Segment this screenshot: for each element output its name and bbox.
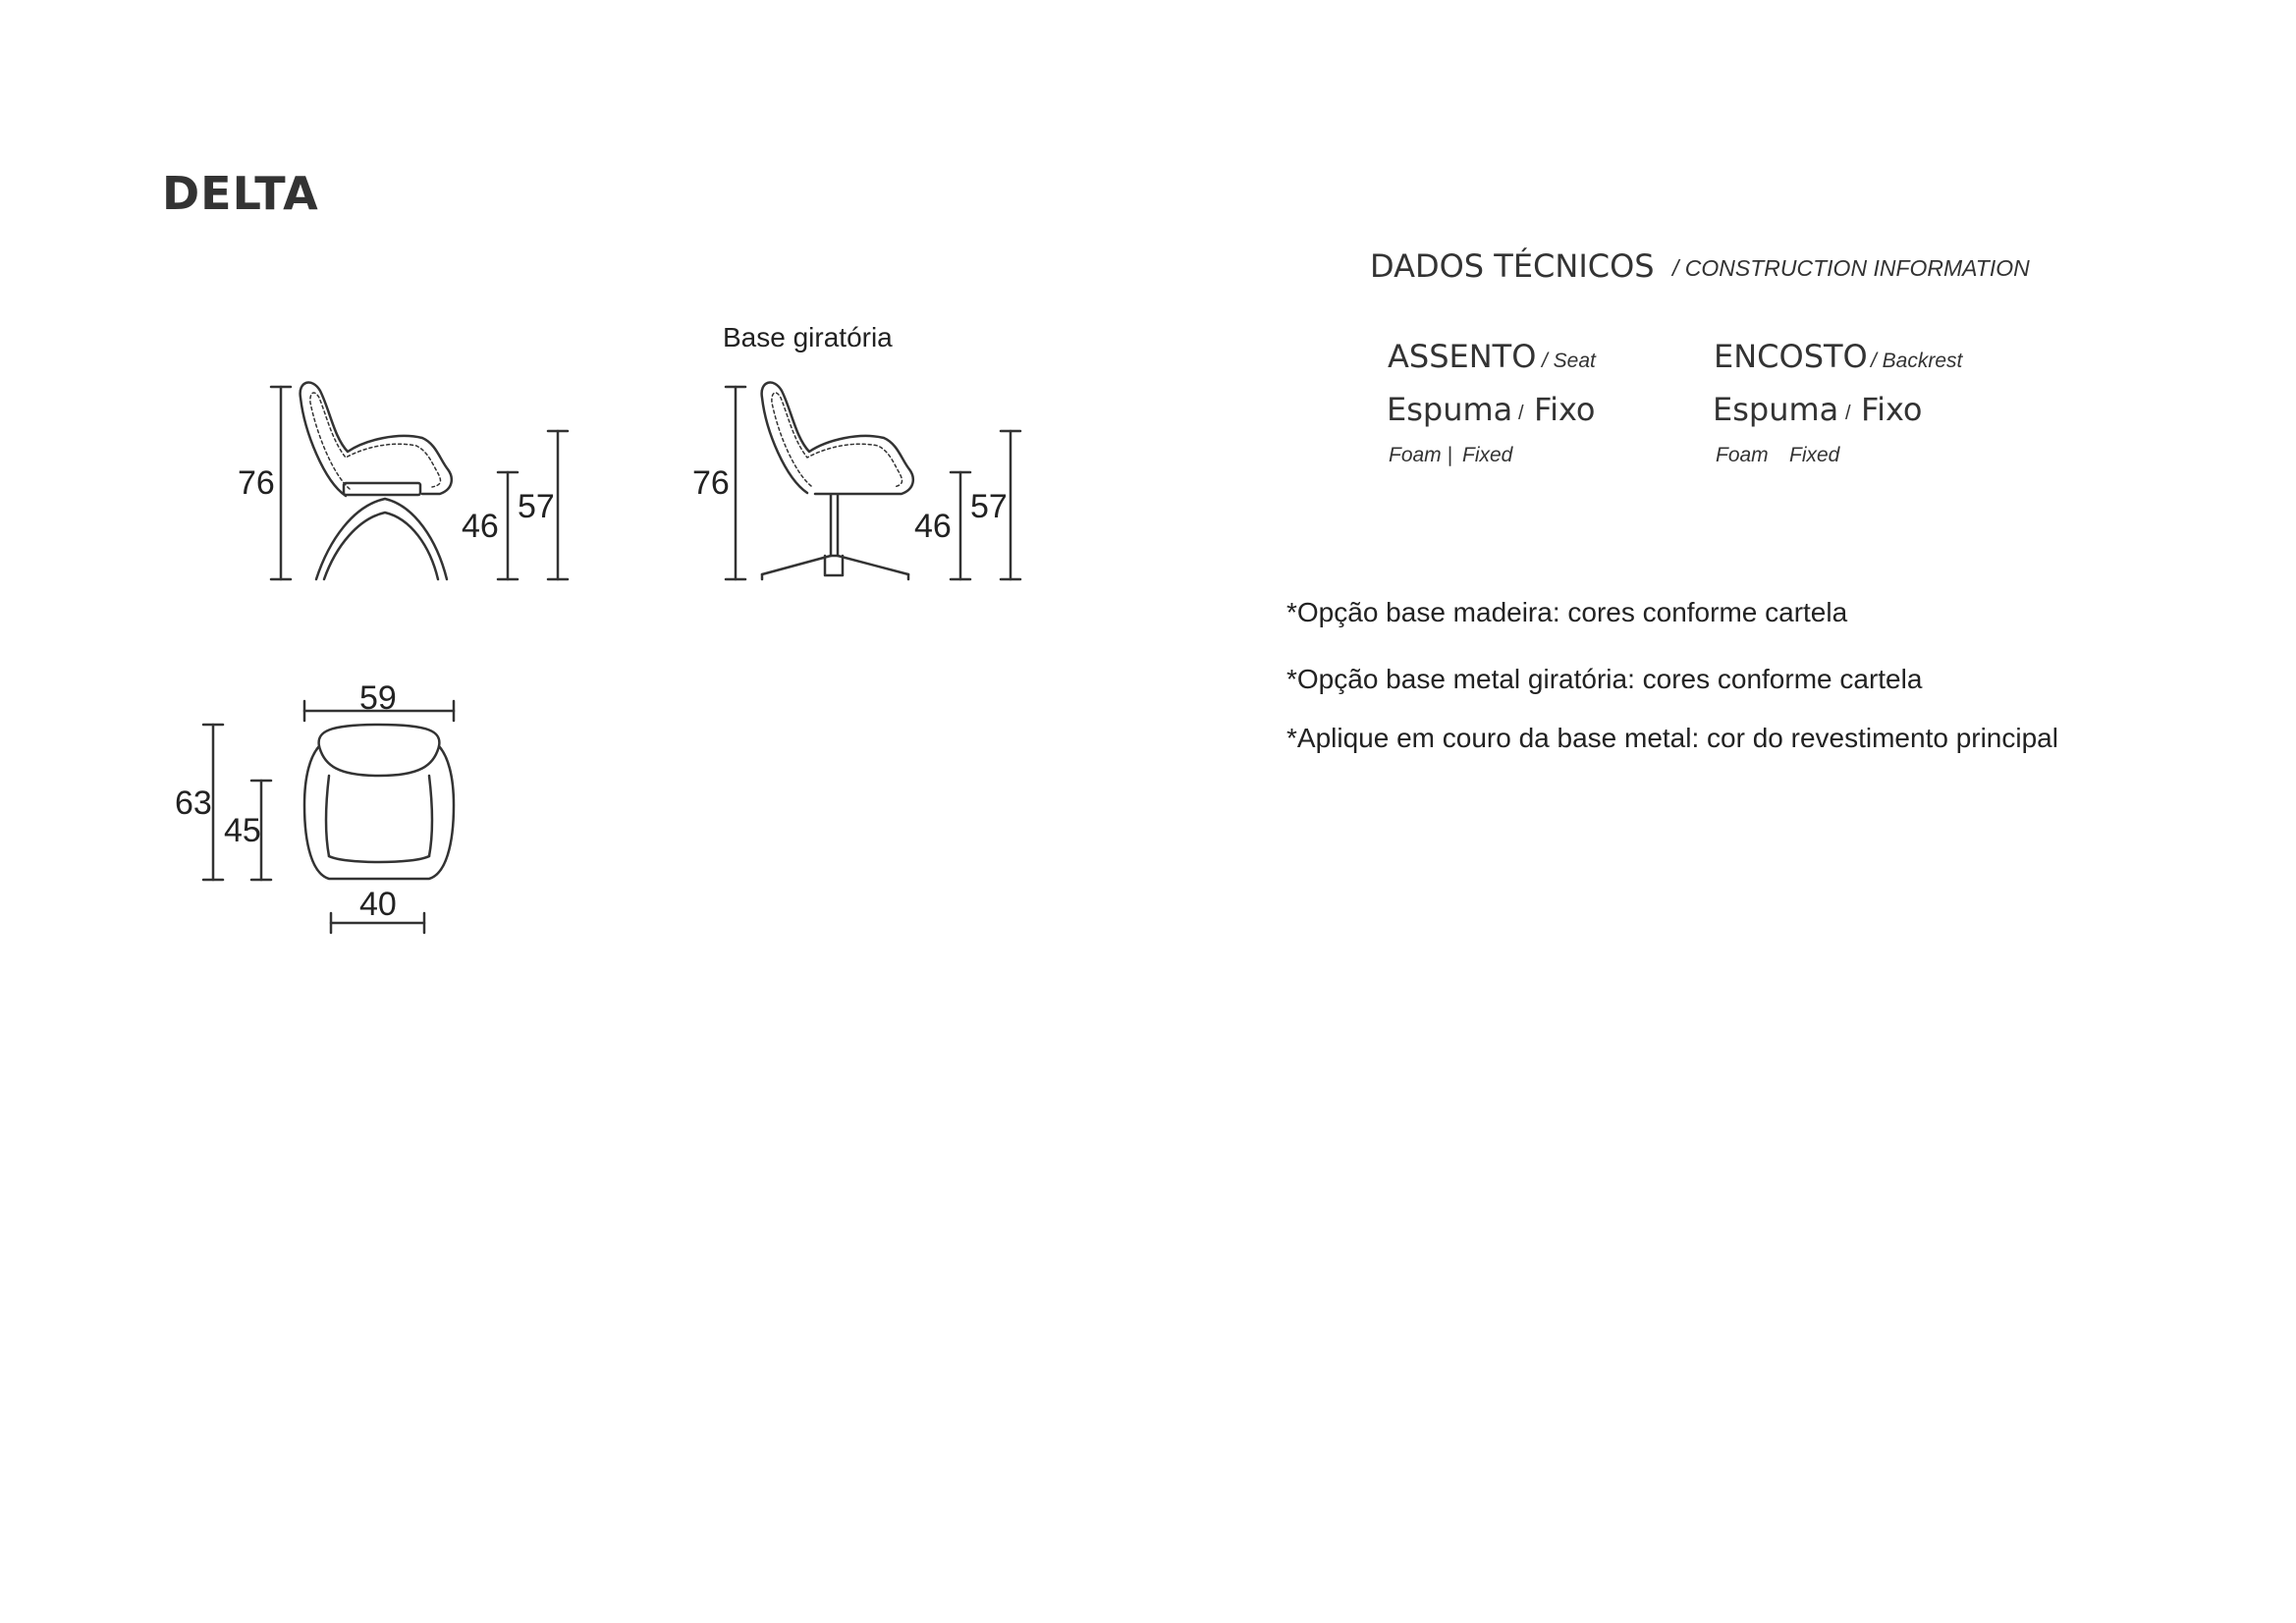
note-leather-applique: *Aplique em couro da base metal: cor do revestimento principal xyxy=(1286,723,2058,753)
backrest-fixing-en: Fixed xyxy=(1789,444,1840,466)
seat-material-en: Foam | xyxy=(1389,444,1452,466)
specs-title: DADOS TÉCNICOS xyxy=(1370,247,1655,285)
backrest-separator: / xyxy=(1845,403,1851,424)
dim-label-57: 57 xyxy=(518,488,555,525)
product-title: DELTA xyxy=(162,167,319,220)
dim-label-63: 63 xyxy=(175,784,212,822)
dim-label-46: 46 xyxy=(914,508,952,545)
swivel-base-label: Base giratória xyxy=(723,322,893,352)
chair-shell xyxy=(301,383,452,496)
backrest-material-en: Foam xyxy=(1716,444,1769,466)
side-view-swivel-base xyxy=(726,383,1020,579)
backrest-fixing: Fixo xyxy=(1861,391,1923,428)
seat-heading-en: / Seat xyxy=(1542,350,1596,372)
backrest-heading-en: / Backrest xyxy=(1871,350,1963,372)
backrest-material: Espuma xyxy=(1713,391,1839,428)
dim-label-40: 40 xyxy=(359,886,397,923)
dim-label-76: 76 xyxy=(238,464,275,502)
swivel-star-base xyxy=(762,556,908,575)
seat-material: Espuma xyxy=(1387,391,1513,428)
dim-label-59: 59 xyxy=(359,679,397,717)
seat-fixing: Fixo xyxy=(1534,391,1596,428)
seat-fixing-en: Fixed xyxy=(1462,444,1513,466)
note-wood-base: *Opção base madeira: cores conforme cartela xyxy=(1286,597,1848,627)
dim-label-45: 45 xyxy=(224,812,261,849)
chair-shell xyxy=(762,383,913,494)
dim-label-57: 57 xyxy=(970,488,1008,525)
seat-heading: ASSENTO xyxy=(1388,338,1537,375)
specs-subtitle: / CONSTRUCTION INFORMATION xyxy=(1672,255,2030,281)
seat-separator: / xyxy=(1518,403,1524,424)
dim-label-46: 46 xyxy=(462,508,499,545)
seat-cushion xyxy=(344,483,420,495)
side-view-wood-base xyxy=(271,383,568,579)
note-metal-swivel-base: *Opção base metal giratória: cores conforme cartela xyxy=(1286,664,1923,694)
dim-label-76: 76 xyxy=(692,464,730,502)
backrest-heading: ENCOSTO xyxy=(1714,338,1868,375)
wooden-base xyxy=(316,499,447,579)
